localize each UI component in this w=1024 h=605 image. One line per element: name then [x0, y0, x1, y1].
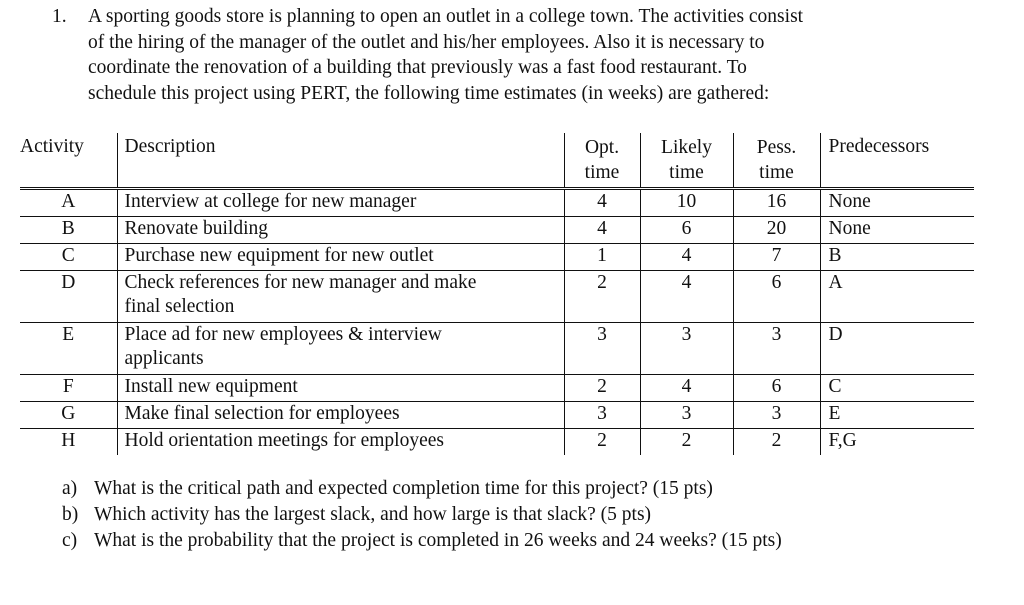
question-text: Which activity has the largest slack, and how large is that slack? (5 pts): [94, 504, 652, 525]
question-label: a): [62, 478, 78, 499]
header-likely-time: [640, 133, 733, 189]
description-line: Check references for new manager and make: [124, 272, 477, 293]
description-line: final selection: [124, 296, 235, 317]
table-row: [20, 402, 974, 429]
description-line: applicants: [124, 348, 204, 369]
cell-activity: C: [20, 244, 117, 271]
questions-list: [62, 476, 782, 554]
question-label: b): [62, 504, 79, 525]
cell-description: Interview at college for new manager: [117, 189, 564, 217]
header-pess-line2: time: [759, 162, 794, 183]
cell-pess: 7: [733, 244, 820, 271]
cell-description: Hold orientation meetings for employees: [124, 430, 445, 451]
question-b: [62, 502, 782, 528]
table-row: [20, 323, 974, 375]
cell-description: Renovate building: [117, 217, 564, 244]
cell-opt: 4: [564, 189, 640, 217]
header-activity: Activity: [20, 133, 117, 189]
cell-opt: 2: [564, 271, 640, 323]
cell-likely: 6: [640, 217, 733, 244]
table-row: [20, 217, 974, 244]
header-opt-time: [564, 133, 640, 189]
cell-pess: 3: [733, 402, 820, 429]
header-likely-line2: time: [669, 162, 704, 183]
cell-likely: 4: [640, 271, 733, 323]
problem-text: [88, 4, 938, 106]
cell-likely: 2: [640, 429, 733, 456]
pert-time-estimates-table: [20, 133, 974, 455]
cell-predecessors: B: [820, 244, 974, 271]
cell-opt: 2: [564, 375, 640, 402]
cell-predecessors: F,G: [820, 429, 974, 456]
header-pess-line1: Pess.: [756, 137, 797, 158]
header-opt-line2: time: [584, 162, 620, 183]
question-a: [62, 476, 782, 502]
header-pess-time: [733, 133, 820, 189]
cell-predecessors: None: [820, 189, 974, 217]
cell-likely: 3: [640, 402, 733, 429]
header-likely-line1: Likely: [661, 137, 712, 158]
cell-activity: F: [20, 375, 117, 402]
header-description: Description: [117, 133, 564, 189]
cell-description: [117, 323, 564, 375]
table-row: [20, 189, 974, 217]
description-line: Place ad for new employees & interview: [124, 324, 442, 345]
cell-opt: 4: [564, 217, 640, 244]
table-row: [20, 244, 974, 271]
cell-description: [117, 271, 564, 323]
question-text: What is the critical path and expected completion time for this project? (15 pts): [94, 478, 713, 499]
cell-activity: B: [20, 217, 117, 244]
question-label: c): [62, 530, 78, 551]
question-c: [62, 528, 782, 554]
cell-description: Make final selection for employees: [117, 402, 564, 429]
cell-activity: E: [20, 323, 117, 375]
cell-opt: 2: [564, 429, 640, 456]
cell-likely: 4: [640, 244, 733, 271]
problem-number: 1.: [52, 6, 67, 27]
cell-opt: 3: [564, 402, 640, 429]
cell-activity: A: [20, 189, 117, 217]
cell-predecessors: C: [820, 375, 974, 402]
cell-pess: 6: [733, 271, 820, 323]
cell-activity: D: [20, 271, 117, 323]
header-predecessors: Predecessors: [820, 133, 974, 189]
problem-line: coordinate the renovation of a building that previously was a fast food restaurant. To: [88, 57, 747, 78]
cell-predecessors: None: [820, 217, 974, 244]
cell-description: Install new equipment: [117, 375, 564, 402]
table-row: [20, 375, 974, 402]
problem-line: A sporting goods store is planning to open an outlet in a college town. The activities consist: [88, 6, 804, 27]
cell-pess: 20: [733, 217, 820, 244]
cell-likely: 4: [640, 375, 733, 402]
table-row: [20, 429, 974, 456]
cell-pess: 2: [733, 429, 820, 456]
cell-likely: 3: [640, 323, 733, 375]
cell-predecessors: E: [820, 402, 974, 429]
cell-opt: 3: [564, 323, 640, 375]
problem-line: of the hiring of the manager of the outlet and his/her employees. Also it is necessary to: [88, 31, 765, 53]
table-header-row: [20, 133, 974, 189]
cell-likely: 10: [640, 189, 733, 217]
question-text: What is the probability that the project is completed in 26 weeks and 24 weeks? (15 pts): [94, 530, 782, 551]
cell-pess: 6: [733, 375, 820, 402]
cell-opt: 1: [564, 244, 640, 271]
cell-description: Purchase new equipment for new outlet: [117, 244, 564, 271]
cell-pess: 16: [733, 189, 820, 217]
cell-pess: 3: [733, 323, 820, 375]
problem-line: schedule this project using PERT, the following time estimates (in weeks) are gathered:: [88, 82, 770, 104]
cell-activity: G: [20, 402, 117, 429]
cell-activity: H: [20, 429, 117, 456]
header-opt-line1: Opt.: [584, 137, 620, 158]
table-row: [20, 271, 974, 323]
cell-predecessors: A: [820, 271, 974, 323]
cell-predecessors: D: [820, 323, 974, 375]
